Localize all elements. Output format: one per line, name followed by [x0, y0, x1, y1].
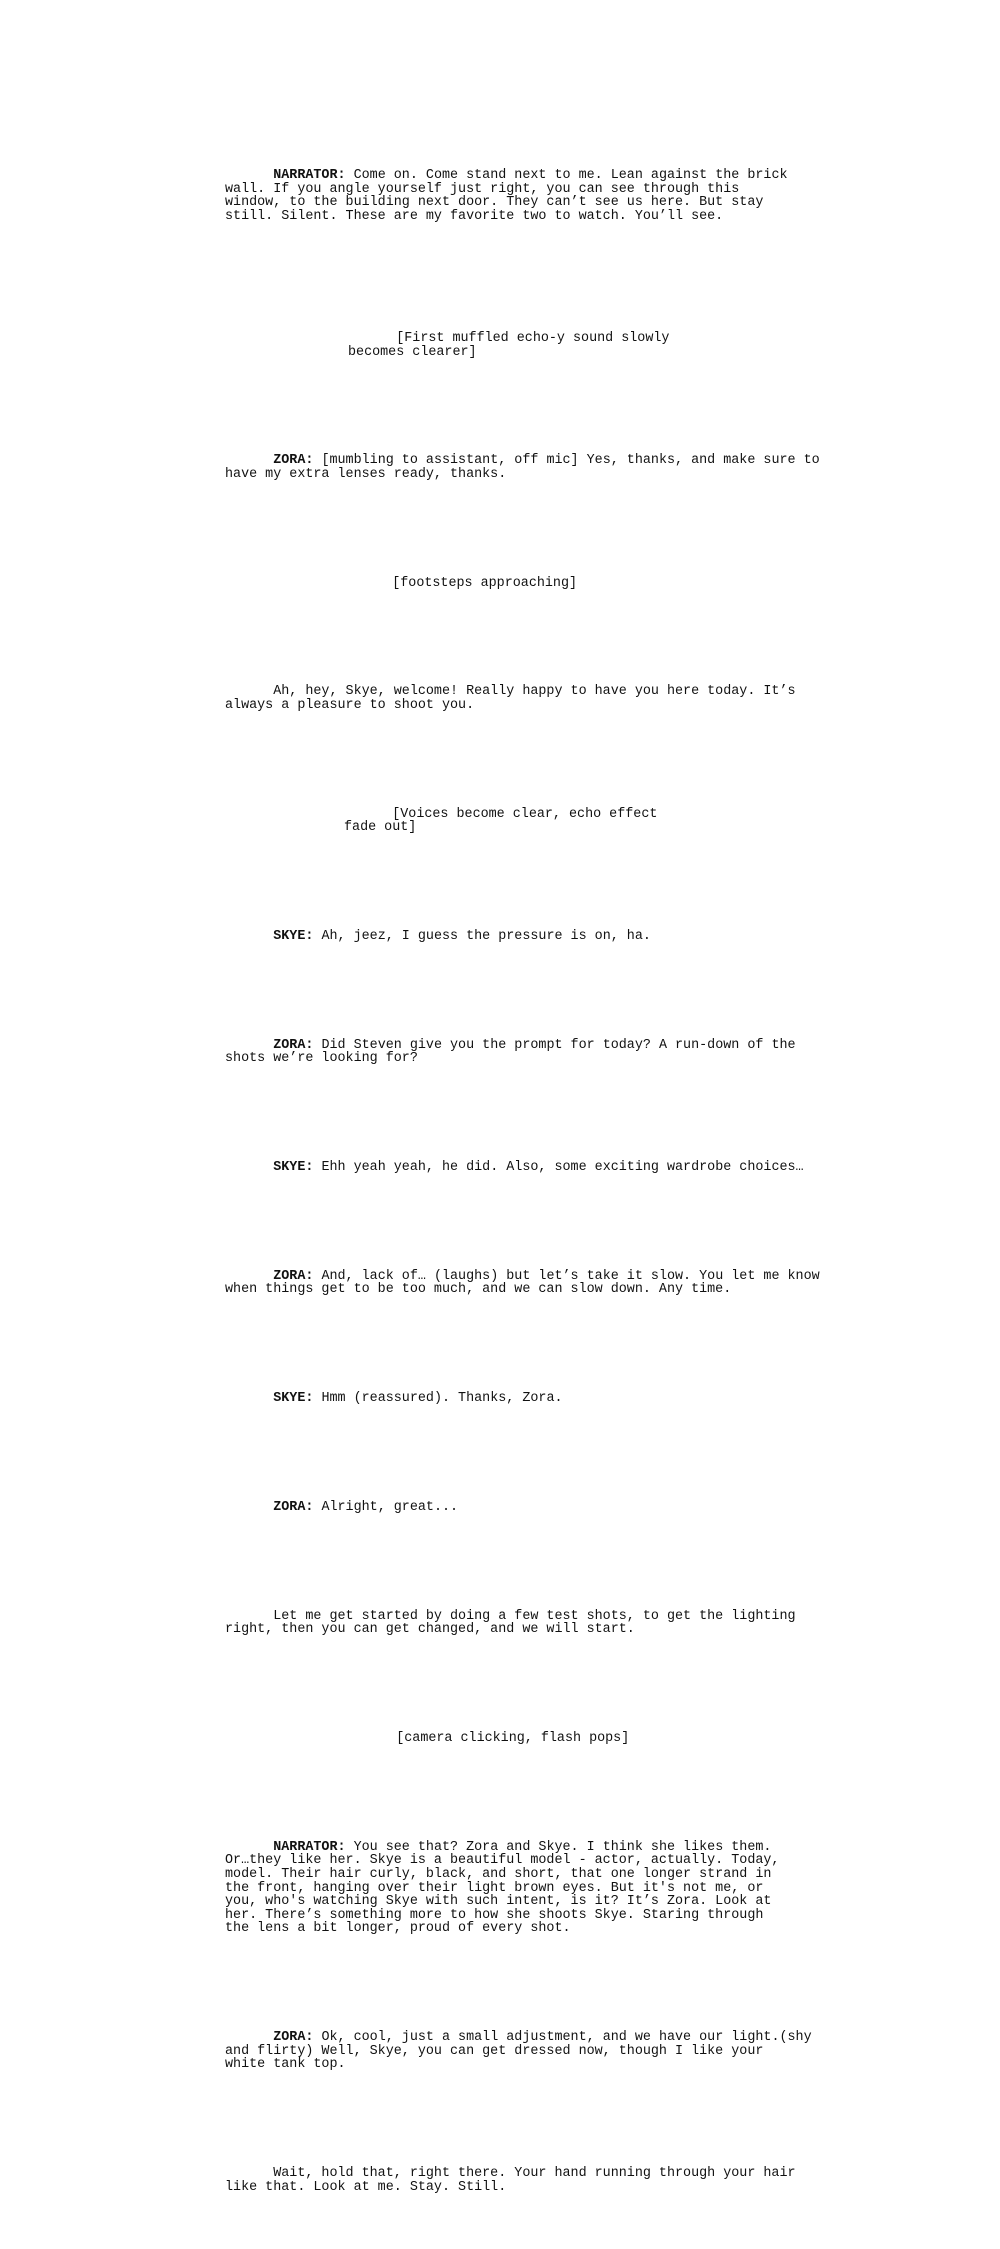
speaker-name: ZORA:: [273, 1499, 314, 1515]
speaker-name: ZORA:: [273, 453, 314, 469]
dialogue-block: [225, 2018, 812, 2086]
dialogue-line: right, then you can get changed, and we will start.: [225, 1622, 635, 1638]
dialogue-line: [mumbling to assistant, off mic] Yes, thanks, and make sure to: [313, 453, 820, 469]
dialogue-line: Ah, hey, Skye, welcome! Really happy to have you here today. It’s: [273, 684, 796, 700]
dialogue-line: Come on. Come stand next to me. Lean against the brick: [345, 167, 788, 183]
dialogue-line: wall. If you angle yourself just right, you can see through this: [225, 181, 740, 197]
dialogue-block: [225, 441, 820, 495]
dialogue-line: always a pleasure to shoot you.: [225, 697, 475, 713]
dialogue-block: [225, 916, 785, 957]
direction-line: becomes clearer]: [348, 344, 477, 360]
dialogue-line: Let me get started by doing a few test shots, to get the lighting: [273, 1608, 796, 1624]
dialogue-line: and flirty) Well, Skye, you can get dressed now, though I like your: [225, 2043, 764, 2059]
dialogue-line: Ah, jeez, I guess the pressure is on, ha.: [313, 929, 651, 945]
direction-line: fade out]: [344, 820, 417, 836]
speaker-name: SKYE:: [273, 1160, 314, 1176]
speaker-name: ZORA:: [273, 2030, 314, 2046]
dialogue-line: the lens a bit longer, proud of every shot.: [225, 1921, 571, 1937]
dialogue-line: And, lack of… (laughs) but let’s take it slow. You let me know: [313, 1268, 820, 1284]
dialogue-line: her. There’s something more to how she shoots Skye. Staring through: [225, 1907, 764, 1923]
dialogue-block: [225, 1487, 785, 1528]
dialogue-line: Alright, great...: [313, 1499, 459, 1515]
dialogue-block: [225, 1148, 804, 1189]
stage-direction: [225, 794, 785, 848]
dialogue-block: [225, 155, 788, 237]
direction-line: [camera clicking, flash pops]: [396, 1731, 630, 1747]
dialogue-block: [225, 1379, 785, 1420]
direction-line: [Voices become clear, echo effect: [392, 806, 658, 822]
dialogue-line: still. Silent. These are my favorite two to watch. You’ll see.: [225, 208, 724, 224]
speaker-name: NARRATOR:: [273, 1839, 346, 1855]
dialogue-line: Wait, hold that, right there. Your hand running through your hair: [273, 2166, 796, 2182]
speaker-name: ZORA:: [273, 1268, 314, 1284]
direction-line: [footsteps approaching]: [392, 575, 578, 591]
dialogue-line: white tank top.: [225, 2057, 346, 2073]
stage-direction: [225, 318, 785, 372]
dialogue-line: have my extra lenses ready, thanks.: [225, 466, 507, 482]
dialogue-block: [225, 1827, 785, 1949]
dialogue-line: window, to the building next door. They can’t see us here. But stay: [225, 195, 764, 211]
dialogue-line: Ok, cool, just a small adjustment, and we have our light.(shy: [313, 2030, 812, 2046]
dialogue-line: shots we’re looking for?: [225, 1051, 418, 1067]
speaker-name: ZORA:: [273, 1037, 314, 1053]
dialogue-line: you, who's watching Skye with such intent, is it? It’s Zora. Look at: [225, 1894, 772, 1910]
speaker-name: SKYE:: [273, 929, 314, 945]
stage-direction: [225, 1718, 785, 1759]
dialogue-line: the front, hanging over their light brown eyes. But it's not me, or: [225, 1880, 764, 1896]
dialogue-continuation: [225, 1596, 796, 1650]
dialogue-line: Did Steven give you the prompt for today? A run-down of the: [313, 1037, 796, 1053]
speaker-name: NARRATOR:: [273, 167, 346, 183]
direction-line: [First muffled echo-y sound slowly: [396, 330, 670, 346]
dialogue-line: when things get to be too much, and we can slow down. Any time.: [225, 1282, 732, 1298]
dialogue-block: [225, 1256, 820, 1310]
script-body: [225, 101, 820, 2249]
dialogue-continuation: [225, 2153, 796, 2207]
stage-direction: [225, 563, 785, 604]
speaker-name: SKYE:: [273, 1391, 314, 1407]
dialogue-line: model. Their hair curly, black, and short, that one longer strand in: [225, 1867, 772, 1882]
dialogue-line: You see that? Zora and Skye. I think she likes them.: [345, 1839, 772, 1855]
dialogue-line: Or…they like her. Skye is a beautiful model - actor, actually. Today,: [225, 1853, 780, 1869]
dialogue-continuation: [225, 672, 796, 726]
dialogue-line: Hmm (reassured). Thanks, Zora.: [313, 1391, 563, 1407]
dialogue-line: Ehh yeah yeah, he did. Also, some exciting wardrobe choices…: [313, 1160, 804, 1176]
dialogue-block: [225, 1025, 796, 1079]
dialogue-line: like that. Look at me. Stay. Still.: [225, 2179, 507, 2195]
